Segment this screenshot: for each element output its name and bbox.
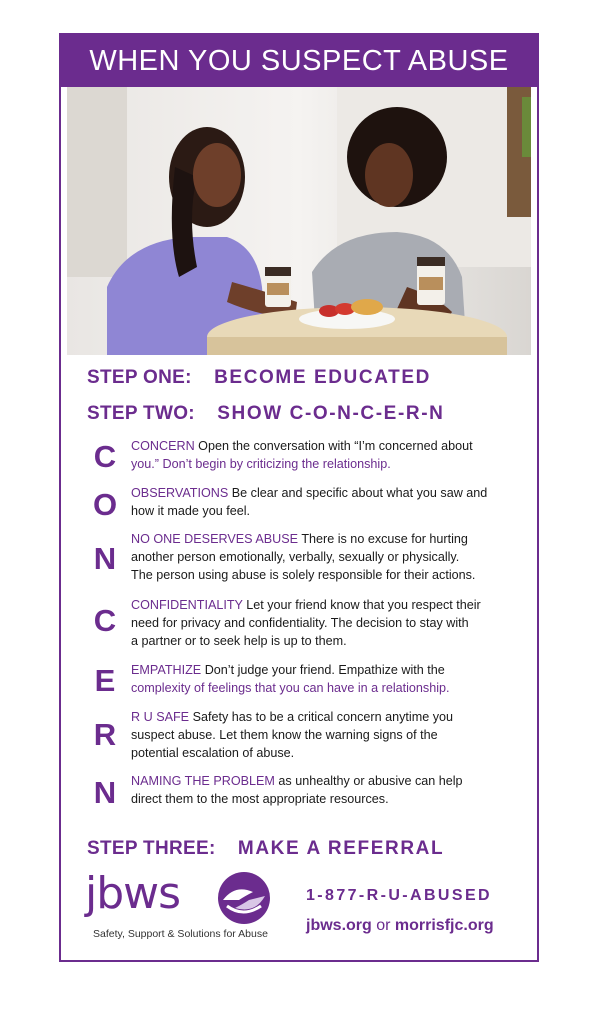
concern-item-naming-the-problem bbox=[131, 772, 519, 808]
step-one bbox=[87, 367, 431, 389]
acrostic-letter-n: N bbox=[93, 541, 117, 576]
page-title: WHEN YOU SUSPECT ABUSE bbox=[61, 35, 537, 87]
empathize-text-line1: Don’t judge your friend. Empathize with the bbox=[201, 663, 445, 677]
concern-keyword: CONCERN bbox=[131, 439, 195, 453]
acrostic-letter-c-2: C bbox=[93, 603, 117, 638]
concern-text-line2: you.” Don’t begin by criticizing the relationship. bbox=[131, 457, 391, 471]
step-two bbox=[87, 403, 444, 425]
concern-item-empathize bbox=[131, 661, 519, 697]
no-one-deserves-text-line1: There is no excuse for hurting bbox=[298, 532, 468, 546]
r-u-safe-text-line1: Safety has to be a critical concern anytime you bbox=[189, 710, 453, 724]
r-u-safe-text-line2: suspect abuse. Let them know the warning signs of the bbox=[131, 728, 438, 742]
observations-text-line2: how it made you feel. bbox=[131, 504, 251, 518]
no-one-deserves-keyword: NO ONE DESERVES ABUSE bbox=[131, 532, 299, 546]
concern-item-r-u-safe bbox=[131, 708, 519, 762]
step-one-label: STEP ONE: bbox=[87, 367, 192, 388]
photo-two-women-talking bbox=[67, 87, 531, 355]
logo-wordmark: jbws bbox=[85, 868, 181, 919]
no-one-deserves-text-line2: another person emotionally, verbally, sexually or physically. bbox=[131, 550, 460, 564]
link-jbws[interactable]: jbws.org bbox=[306, 917, 372, 934]
jbws-logo bbox=[85, 870, 275, 950]
step-three bbox=[87, 838, 444, 860]
or-text: or bbox=[371, 917, 395, 934]
hands-logo-icon bbox=[213, 870, 275, 926]
step-three-value: MAKE A REFERRAL bbox=[237, 838, 445, 859]
concern-item-concern bbox=[131, 437, 519, 473]
step-three-label: STEP THREE: bbox=[87, 838, 216, 859]
acrostic-letter-o: O bbox=[92, 487, 118, 522]
concern-item-observations bbox=[131, 484, 519, 520]
step-two-label: STEP TWO: bbox=[87, 403, 195, 424]
concern-item-confidentiality bbox=[131, 596, 519, 650]
step-two-value: SHOW C-O-N-C-E-R-N bbox=[217, 403, 445, 424]
empathize-keyword: EMPATHIZE bbox=[131, 663, 202, 677]
link-morrisfjc[interactable]: morrisfjc.org bbox=[394, 917, 494, 934]
naming-problem-text-line2: direct them to the most appropriate resources. bbox=[131, 792, 389, 806]
r-u-safe-keyword: R U SAFE bbox=[131, 710, 190, 724]
confidentiality-text-line3: a partner or to seek help is up to them. bbox=[131, 634, 347, 648]
info-card bbox=[59, 33, 539, 962]
concern-text-line1: Open the conversation with “I’m concerned about bbox=[194, 439, 473, 453]
no-one-deserves-text-line3: The person using abuse is solely responsible for their actions. bbox=[131, 568, 476, 582]
naming-problem-text-line1: as unhealthy or abusive can help bbox=[274, 774, 463, 788]
step-one-value: BECOME EDUCATED bbox=[214, 367, 431, 388]
confidentiality-text-line2: need for privacy and confidentiality. The decision to stay with bbox=[131, 616, 469, 630]
logo-tagline: Safety, Support & Solutions for Abuse bbox=[93, 928, 268, 940]
empathize-text-line2: complexity of feelings that you can have in a relationship. bbox=[131, 681, 450, 695]
observations-text-line1: Be clear and specific about what you saw and bbox=[228, 486, 488, 500]
confidentiality-text-line1: Let your friend know that you respect their bbox=[242, 598, 481, 612]
website-links bbox=[306, 917, 494, 935]
naming-problem-keyword: NAMING THE PROBLEM bbox=[131, 774, 275, 788]
concern-item-no-one-deserves-abuse bbox=[131, 530, 519, 584]
confidentiality-keyword: CONFIDENTIALITY bbox=[131, 598, 243, 612]
observations-keyword: OBSERVATIONS bbox=[131, 486, 229, 500]
acrostic-letter-r: R bbox=[93, 717, 117, 752]
acrostic-letter-e: E bbox=[94, 663, 116, 698]
r-u-safe-text-line3: potential escalation of abuse. bbox=[131, 746, 295, 760]
hotline-phone[interactable]: 1-877-R-U-ABUSED bbox=[306, 887, 492, 904]
acrostic-letter-n-2: N bbox=[93, 775, 117, 810]
acrostic-letter-c: C bbox=[93, 439, 117, 474]
